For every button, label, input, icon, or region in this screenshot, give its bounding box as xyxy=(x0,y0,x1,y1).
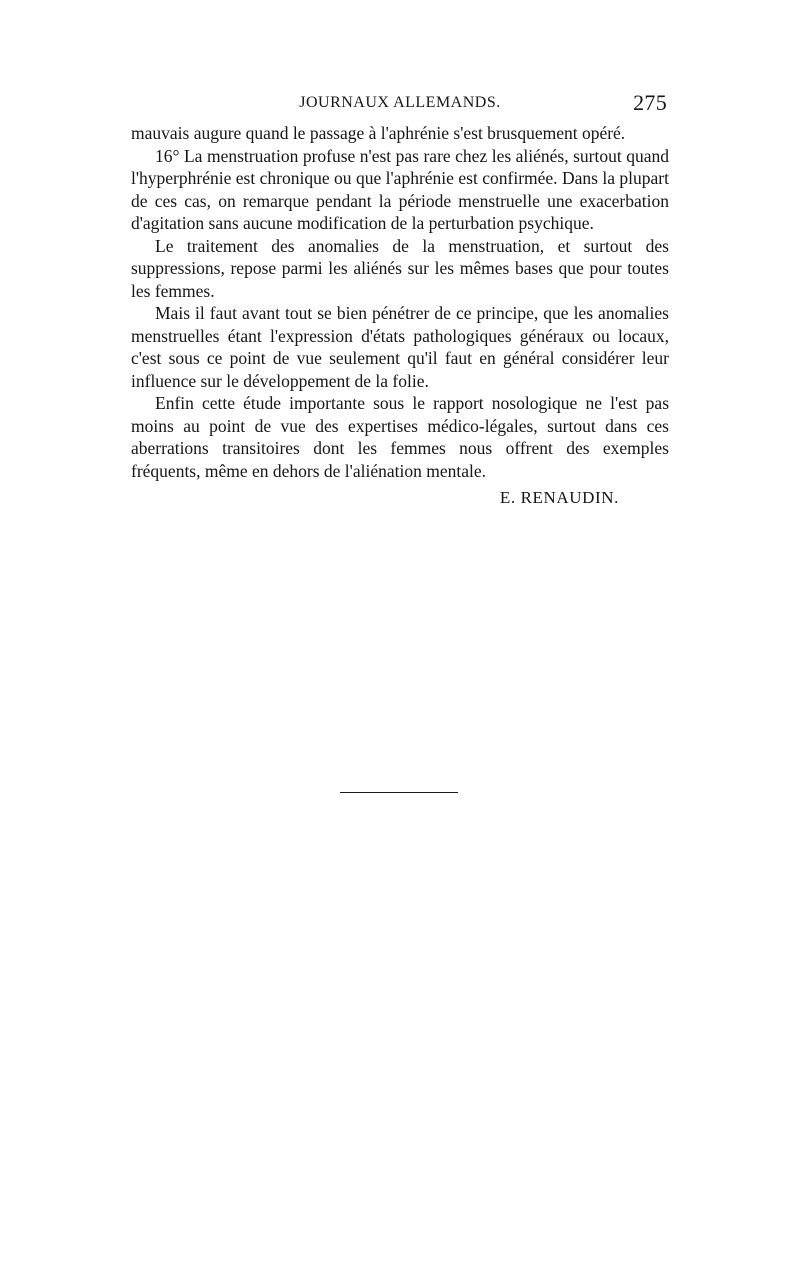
paragraph-conclusion: Enfin cette étude importante sous le rapport nosologique ne l'est pas moins au point de vue des expertises médico-légales, surtout dans ces aberrations transitoires dont les femmes nous offrent des exemples fréquents, même en dehors de l'aliénation mentale. xyxy=(131,393,669,481)
section-end-rule xyxy=(340,792,458,793)
running-head xyxy=(131,92,669,122)
running-title: JOURNAUX ALLEMANDS. xyxy=(299,94,501,111)
page-number: 275 xyxy=(633,90,667,115)
page xyxy=(131,92,669,508)
paragraph-principe: Mais il faut avant tout se bien pénétrer de ce principe, que les anomalies menstruelles étant l'expression d'états pathologiques généraux ou locaux, c'est sous ce point de vue seulement qu'il faut en général considérer leur influence sur le développement de la folie. xyxy=(131,303,669,391)
paragraph-menstruation-profuse: 16° La menstruation profuse n'est pas rare chez les aliénés, surtout quand l'hyperphrénie est chronique ou que l'aphrénie est confirmée. Dans la plupart de ces cas, on remarque pendant la période menstruelle une exacerbation d'agitation sans aucune modification de la perturbation psychique. xyxy=(131,145,669,233)
paragraph-traitement: Le traitement des anomalies de la menstruation, et surtout des suppressions, repose parmi les aliénés sur les mêmes bases que pour toutes les femmes. xyxy=(131,235,669,301)
body-text xyxy=(131,122,669,482)
author-signature: E. RENAUDIN. xyxy=(499,488,619,507)
paragraph-continuation: mauvais augure quand le passage à l'aphrénie s'est brusquement opéré. xyxy=(131,123,626,143)
